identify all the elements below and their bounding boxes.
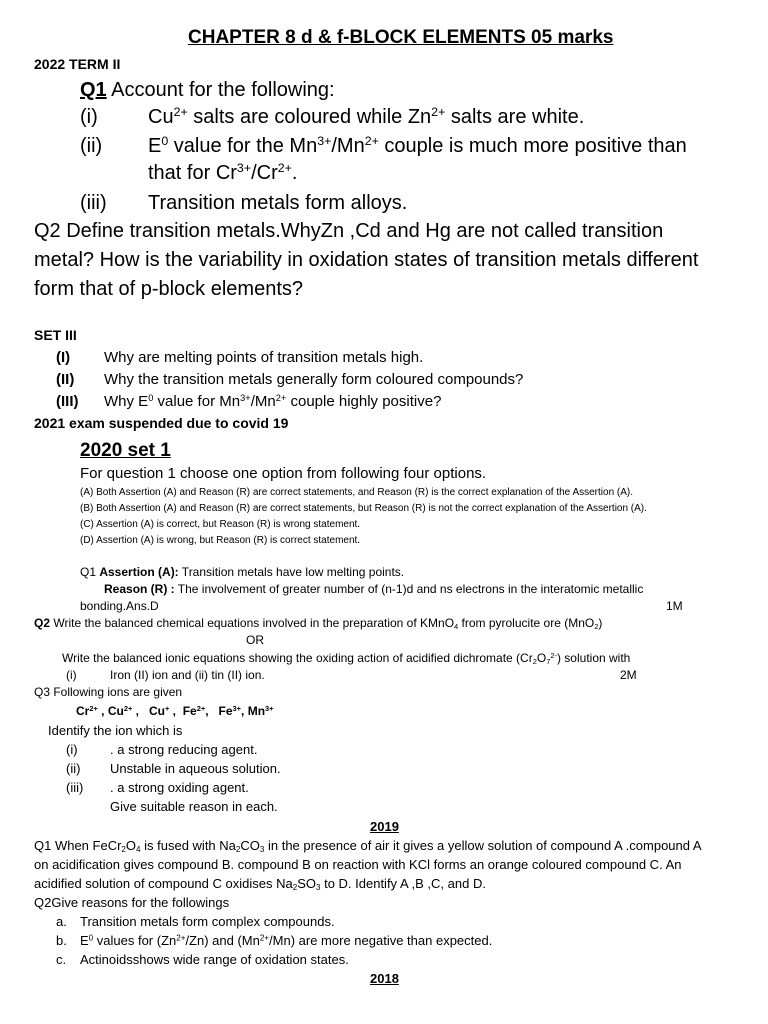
ion-separator: , — [169, 704, 183, 718]
text: value for Mn — [153, 393, 241, 410]
q1-item-i — [148, 106, 584, 129]
text: ) — [598, 616, 603, 630]
q3-num: (ii) — [66, 761, 81, 776]
set3-num: (III) — [56, 393, 79, 410]
set3-item — [104, 393, 441, 410]
text: Q2 — [34, 616, 51, 630]
sup: 2+ — [277, 161, 292, 176]
text: E — [80, 933, 89, 948]
sub: 2 — [532, 656, 537, 666]
ion-charge: 2+ — [123, 703, 133, 713]
text: SO — [297, 876, 316, 891]
sub: 2 — [121, 845, 126, 854]
sub: 4 — [136, 845, 141, 854]
set2020-q2-marks: 2M — [620, 668, 637, 682]
y2019-q1-line2: on acidification gives compound B. compound B on reaction with KCl forms an orange coloured compound C. An — [34, 857, 682, 872]
text: to D. Identify A ,B ,C, and D. — [320, 876, 486, 891]
ion-symbol: Cr — [76, 704, 90, 718]
assertion-option: (C) Assertion (A) is correct, but Reason (R) is wrong statement. — [80, 519, 361, 530]
text: /Cr — [251, 162, 278, 184]
y2019-q1-line3 — [34, 877, 486, 892]
sup: 0 — [148, 392, 154, 403]
set3-num: (II) — [56, 371, 75, 388]
q2-line: form that of p-block elements? — [34, 278, 304, 300]
sup: 2+ — [275, 392, 287, 403]
q1-item-iii-num: (iii) — [80, 192, 107, 214]
ion-symbol: Cu — [107, 704, 124, 718]
ion-charge: 3+ — [232, 703, 242, 713]
set2020-q1-reason-cont: bonding.Ans.D — [80, 599, 159, 613]
q1-heading-text: Account for the following: — [106, 79, 335, 101]
chapter-title: CHAPTER 8 d & f-BLOCK ELEMENTS 05 marks — [188, 27, 614, 48]
ion-separator: , — [97, 704, 108, 718]
y2019-item — [80, 934, 492, 949]
q1-item-ii-cont — [148, 162, 297, 185]
set2020-identify: Identify the ion which is — [48, 723, 183, 738]
set2020-q2 — [34, 617, 602, 631]
y2019-num: c. — [56, 952, 67, 967]
q3-item: . a strong reducing agent. — [110, 742, 258, 757]
set2020-q1-assertion — [80, 566, 404, 580]
text: /Mn) are more negative than expected. — [269, 933, 493, 948]
sub: 4 — [454, 621, 459, 631]
sub: 3 — [315, 883, 321, 892]
y2019-q2-head: Q2Give reasons for the followings — [34, 895, 230, 910]
ion-symbol: Mn — [247, 704, 266, 718]
text: Cu — [148, 106, 174, 128]
text: Transition metals have low melting points. — [178, 565, 405, 579]
q2-line: Q2 Define transition metals.WhyZn ,Cd and Hg are not called transition — [34, 220, 664, 242]
text: O — [125, 838, 137, 853]
assertion-option: (A) Both Assertion (A) and Reason (R) are correct statements, and Reason (R) is the correct explanation of the Assertion (A). — [80, 487, 634, 498]
text: values for (Zn — [93, 933, 177, 948]
q2-line: metal? How is the variability in oxidation states of transition metals different — [34, 249, 699, 271]
q1-item-ii — [148, 135, 687, 158]
assertion-option: (B) Both Assertion (A) and Reason (R) are correct statements, but Reason (R) is not the correct explanation of the Assertion (A). — [80, 503, 647, 514]
text: Q1 When FeCr — [34, 838, 122, 853]
text: that for Cr — [148, 162, 237, 184]
ion-symbol: Fe — [182, 704, 197, 718]
text: /Zn) and (Mn — [185, 933, 260, 948]
q1-label: Q1 — [80, 79, 107, 101]
text: Assertion (A): — [99, 565, 179, 579]
text: Q1 — [80, 565, 100, 579]
sup: 3+ — [236, 161, 252, 176]
set2020-q1-reason — [104, 583, 643, 597]
text: salts are coloured while Zn — [187, 106, 432, 128]
sub: 2 — [235, 845, 241, 854]
sup: 2+ — [176, 933, 186, 943]
sub: 2 — [292, 883, 298, 892]
sup: 2+ — [173, 105, 188, 120]
text: O — [536, 651, 547, 665]
set2020-heading: 2020 set 1 — [80, 440, 171, 461]
q3-item: Unstable in aqueous solution. — [110, 761, 281, 776]
sub: 2 — [594, 621, 599, 631]
text: /Mn — [331, 135, 365, 157]
sup: 0 — [161, 134, 169, 149]
sup: 2- — [550, 650, 557, 660]
text: . — [291, 162, 298, 184]
set2020-q2-alt — [62, 652, 630, 666]
assertion-option: (D) Assertion (A) is wrong, but Reason (R) is correct statement. — [80, 535, 361, 546]
text: in the presence of air it gives a yellow solution of compound A .compound A — [264, 838, 702, 853]
ion-symbol: Cu — [149, 704, 165, 718]
text: Write the balanced chemical equations involved in the preparation of KMnO — [50, 616, 455, 630]
sup: 0 — [88, 933, 94, 943]
text: acidified solution of compound C oxidises Na — [34, 876, 293, 891]
q1-item-iii: Transition metals form alloys. — [148, 192, 408, 214]
set3-label: SET III — [34, 327, 77, 343]
ion-separator: , — [241, 704, 248, 718]
set3-item: Why are melting points of transition metals high. — [104, 349, 424, 366]
ion-separator: , — [132, 704, 149, 718]
term-label: 2022 TERM II — [34, 56, 121, 72]
q1-item-i-num: (i) — [80, 106, 98, 128]
text: Reason (R) : — [104, 582, 175, 596]
ion-charge: 2+ — [196, 703, 206, 713]
q1-heading — [80, 79, 335, 102]
text: /Mn — [250, 393, 276, 410]
y2019-q1 — [34, 839, 702, 854]
set3-item: Why the transition metals generally form coloured compounds? — [104, 371, 524, 388]
sup: 2+ — [431, 105, 446, 120]
ion-charge: 2+ — [89, 703, 98, 713]
text: ) solution with — [556, 651, 631, 665]
q3-num: (i) — [66, 742, 78, 757]
text: couple highly positive? — [286, 393, 442, 410]
q3-num: (iii) — [66, 780, 84, 795]
set2020-q2-or: OR — [246, 633, 264, 647]
year-2019-heading: 2019 — [370, 819, 399, 834]
text: CO — [240, 838, 260, 853]
y2019-item: Transition metals form complex compounds. — [80, 914, 335, 929]
sub: 7 — [546, 656, 551, 666]
text: E — [148, 135, 162, 157]
ion-charge: + — [165, 703, 170, 713]
text: from pyrolucite ore (MnO — [458, 616, 595, 630]
ion-symbol: Fe — [218, 704, 233, 718]
q3-reason: Give suitable reason in each. — [110, 799, 278, 814]
text: couple is much more positive than — [378, 135, 687, 157]
set2020-q2-sub: Iron (II) ion and (ii) tin (II) ion. — [110, 668, 265, 682]
sup: 3+ — [240, 392, 251, 403]
y2019-num: b. — [56, 933, 67, 948]
sup: 2+ — [364, 134, 379, 149]
q1-item-ii-num: (ii) — [80, 135, 103, 157]
text: The involvement of greater number of (n-1)d and ns electrons in the interatomic metallic — [174, 582, 644, 596]
text: Write the balanced ionic equations showing the oxiding action of acidified dichromate (Cr — [62, 651, 533, 665]
text: Why E — [104, 393, 149, 410]
ion-separator: , — [205, 704, 219, 718]
set2020-q2-sub-num: (i) — [66, 668, 77, 682]
text: value for the Mn — [168, 135, 318, 157]
sup: 2+ — [259, 933, 270, 943]
text: salts are white. — [445, 106, 585, 128]
set3-num: (I) — [56, 349, 71, 366]
ion-list — [76, 705, 274, 719]
y2019-num: a. — [56, 914, 67, 929]
text: is fused with Na — [140, 838, 236, 853]
y2019-item: Actinoidsshows wide range of oxidation states. — [80, 952, 349, 967]
set2020-instruction: For question 1 choose one option from following four options. — [80, 465, 487, 482]
q3-item: . a strong oxiding agent. — [110, 780, 249, 795]
ion-charge: 3+ — [265, 703, 274, 713]
set2020-q3-intro: Q3 Following ions are given — [34, 685, 183, 699]
sub: 3 — [259, 845, 265, 854]
set2020-q1-marks: 1M — [666, 599, 683, 613]
sup: 3+ — [317, 134, 332, 149]
exam-2021-note: 2021 exam suspended due to covid 19 — [34, 415, 289, 431]
year-2018-heading: 2018 — [370, 971, 399, 986]
